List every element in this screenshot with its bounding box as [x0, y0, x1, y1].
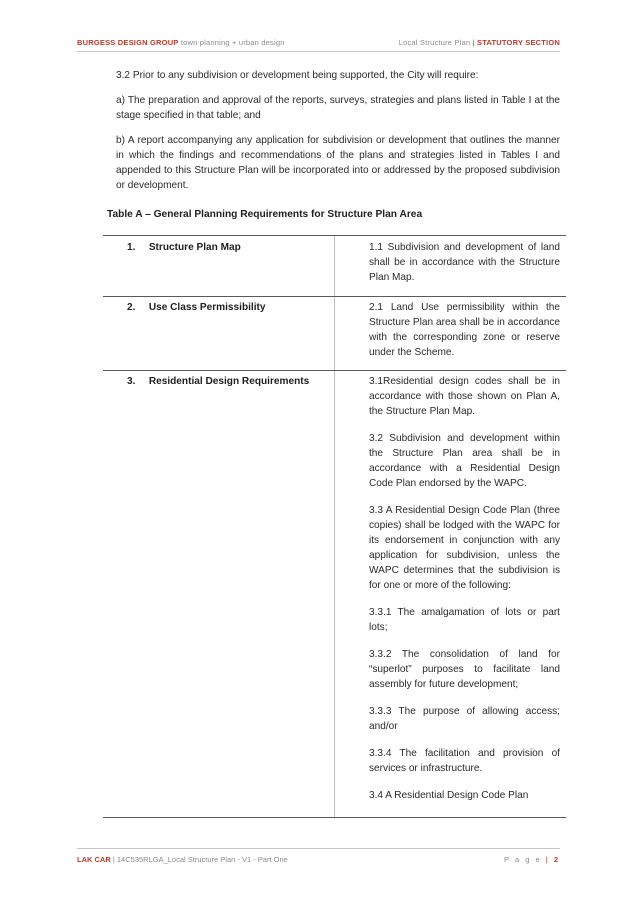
section-label: STATUTORY SECTION	[477, 38, 560, 47]
header-right	[399, 38, 560, 47]
requirement-item: 3.3.1 The amalgamation of lots or part lots;	[369, 607, 560, 633]
brand-name: BURGESS DESIGN GROUP	[77, 38, 179, 47]
row-title: Residential Design Requirements	[148, 376, 310, 387]
row-number: 1.	[127, 242, 136, 253]
page-label: P a g e	[504, 855, 542, 864]
table-row	[103, 236, 566, 297]
header-left	[77, 38, 285, 47]
header-separator: |	[472, 38, 475, 47]
requirement-item: 1.1 Subdivision and development of land shall be in accordance with the Structure Plan Map.	[369, 242, 560, 283]
table-row	[103, 370, 566, 818]
project-code: LAK CAR	[77, 855, 111, 864]
paragraph-3-2: 3.2 Prior to any subdivision or development being supported, the City will require:	[116, 70, 479, 81]
requirements-table	[103, 235, 566, 818]
footer-separator: |	[112, 855, 115, 864]
table-title: Table A – General Planning Requirements for Structure Plan Area	[107, 209, 423, 220]
body-text	[116, 68, 560, 203]
requirement-item: 3.3 A Residential Design Code Plan (three copies) shall be lodged with the WAPC for its endorsement in conjunction with any application for subdivision, unless the WAPC determines that the subdivision is for one or more of the following:	[369, 505, 560, 591]
row-number: 3.	[127, 376, 136, 387]
requirement-item: 3.3.4 The facilitation and provision of services or infrastructure.	[369, 748, 560, 774]
row-label	[127, 374, 309, 389]
footer-divider	[77, 848, 560, 849]
file-name: 14C535RLGA_Local Structure Plan - V1 - Part One	[116, 855, 288, 864]
row-requirements	[369, 300, 560, 372]
row-requirements	[369, 374, 560, 815]
page-indicator	[504, 855, 560, 864]
table-row	[103, 296, 566, 371]
row-title: Use Class Permissibility	[148, 302, 266, 313]
brand-tagline: town planning + urban design	[180, 38, 285, 47]
requirement-item: 3.4 A Residential Design Code Plan	[369, 790, 529, 801]
requirement-item: 3.1Residential design codes shall be in accordance with those shown on Plan A, the Structure Plan Map.	[369, 376, 560, 417]
page-number: 2	[553, 855, 560, 864]
row-number: 2.	[127, 302, 136, 313]
document-title: Local Structure Plan	[398, 38, 471, 47]
header-divider	[77, 51, 560, 52]
requirement-item: 2.1 Land Use permissibility within the Structure Plan area shall be in accordance with the corresponding zone or reserve under the Scheme.	[369, 302, 560, 358]
footer-left	[77, 855, 288, 864]
paragraph-b: b) A report accompanying any application for subdivision or development that outlines the manner in which the findings and recommendations of the plans and strategies listed in Tables I and appended to this Structure Plan will be incorporated into or addressed by the proposed subdivision or development.	[116, 135, 560, 191]
requirement-item: 3.2 Subdivision and development within the Structure Plan area shall be in accordance with a Residential Design Code Plan endorsed by the WAPC.	[369, 433, 560, 489]
row-label	[127, 240, 241, 255]
row-label	[127, 300, 266, 315]
paragraph-a: a) The preparation and approval of the reports, surveys, strategies and plans listed in Table I at the stage specified in that table; and	[116, 95, 560, 121]
row-title: Structure Plan Map	[148, 242, 241, 253]
requirement-item: 3.3.2 The consolidation of land for “superlot” purposes to facilitate land assembly for future development;	[369, 649, 560, 690]
requirement-item: 3.3.3 The purpose of allowing access; and/or	[369, 706, 560, 732]
page-separator: |	[545, 855, 550, 864]
row-requirements	[369, 240, 560, 297]
